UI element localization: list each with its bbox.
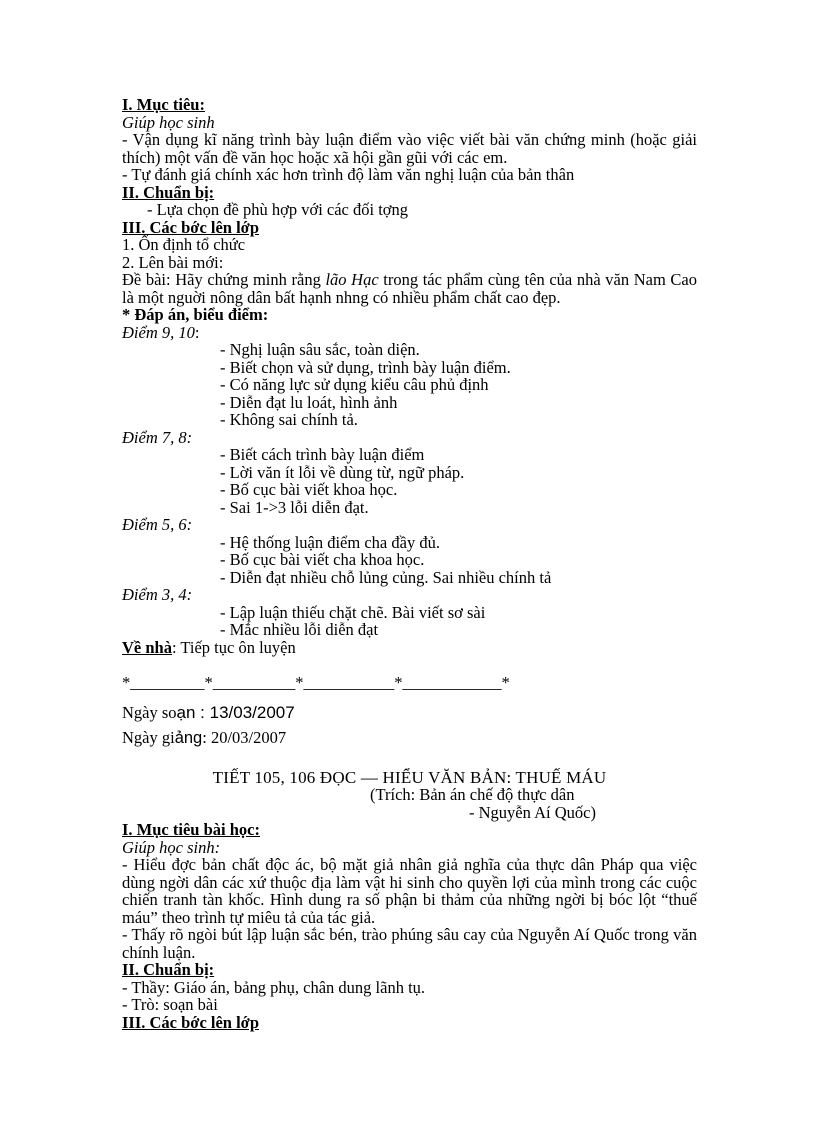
grade-label: Điểm 3, 4: (122, 585, 193, 604)
grade-criterion: - Lập luận thiếu chặt chẽ. Bài viết sơ sài (220, 602, 486, 622)
heading-chuan-bi: II. Chuẩn bị: (122, 960, 215, 979)
answer-heading: * Đáp án, biểu điểm: (122, 305, 269, 324)
prep-item: - Lựa chọn đề phù hợp với các đối tợng (147, 200, 409, 219)
grade-criterion: - Bố cục bài viết khoa học. (220, 480, 398, 499)
grade-criterion: - Mắc nhiều lỗi diễn đạt (220, 620, 379, 639)
heading-chuan-bi: II. Chuẩn bị: (122, 182, 215, 202)
heading-muc-tieu: I. Mục tiêu: (122, 95, 205, 114)
grade-label: Điểm 7, 8: (122, 427, 193, 447)
grade-label: Điểm 9, 10: (122, 322, 200, 342)
heading-muc-tieu-bai-hoc: I. Mục tiêu bài học: (122, 820, 260, 839)
prep-item: - Trò: soạn bài (122, 995, 218, 1014)
lesson-source: (Trích: Bản án chế độ thực dân (370, 785, 575, 804)
goal-item: - Vận dụng kĩ năng trình bày luận điểm vào việc viết bài văn chứng minh (hoặc giải thích) một vấn đề văn học hoặc xã hội gần gũi với các em. (122, 130, 697, 167)
grade-criterion: - Sai 1->3 lỗi diễn đạt. (220, 497, 369, 517)
lesson-title: TIẾT 105, 106 ĐỌC — HIỂU VĂN BẢN: THUẾ MÁU (212, 767, 607, 787)
goal-item: - Thấy rõ ngòi bút lập luận sắc bén, trào phúng sâu cay của Nguyễn Aí Quốc trong văn chính luận. (122, 925, 697, 962)
grade-criterion: - Hệ thống luận điểm cha đầy đủ. (220, 532, 440, 552)
prep-item: - Thầy: Giáo án, bảng phụ, chân dung lãnh tụ. (122, 977, 426, 997)
grade-criterion: - Lời văn ít lỗi về dùng từ, ngữ pháp. (220, 462, 465, 482)
subheading-giup-hoc-sinh: Giúp học sinh: (122, 837, 221, 857)
homework: Về nhà: Tiếp tục ôn luyện (122, 637, 296, 657)
grade-criterion: - Bố cục bài viết cha khoa học. (220, 550, 425, 569)
grade-label: Điểm 5, 6: (122, 515, 193, 534)
grade-criterion: - Biết chọn và sử dụng, trình bày luận điểm. (220, 357, 511, 377)
heading-cac-buoc: III. Các bớc lên lớp (122, 1012, 259, 1032)
grade-criterion: - Không sai chính tả. (220, 410, 358, 429)
step-item: 2. Lên bài mới: (122, 252, 224, 272)
subheading-giup-hoc-sinh: Giúp học sinh (122, 112, 215, 132)
section-separator: *_________*__________*___________*____________* (122, 673, 510, 692)
date-giang: Ngày giảng: 20/03/2007 (122, 727, 287, 747)
grade-criterion: - Diễn đạt nhiều chỗ lủng củng. Sai nhiều chính tả (220, 567, 552, 587)
grade-criterion: - Diễn đạt lu loát, hình ảnh (220, 392, 398, 412)
step-item: 1. Ổn định tổ chức (122, 235, 246, 254)
date-soan: Ngày soạn : 13/03/2007 (122, 702, 295, 722)
grade-criterion: - Nghị luận sâu sắc, toàn diện. (220, 340, 420, 359)
grade-criterion: - Biết cách trình bày luận điểm (220, 445, 425, 464)
goal-item: - Hiểu đợc bản chất độc ác, bộ mặt giả nhân giả nghĩa của thực dân Pháp qua việc dùng ngời dân các xứ thuộc địa làm vật hi sinh cho quyền lợi của mình trong các cuộc chiến tranh tàn khốc. Hình dung ra số phận bi thảm của những ngời bị bóc lột “thuế máu” theo trình tự miêu tả của tác giả. (122, 855, 697, 927)
de-bai: Đề bài: Hãy chứng minh rằng lão Hạc trong tác phẩm cùng tên của nhà văn Nam Cao là một nguời nông dân bất hạnh nhng có nhiều phẩm chất cao đẹp. (122, 270, 697, 307)
heading-cac-buoc: III. Các bớc lên lớp (122, 217, 259, 237)
lesson-author: - Nguyễn Aí Quốc) (469, 802, 596, 822)
goal-item: - Tự đánh giá chính xác hơn trình độ làm văn nghị luận của bản thân (122, 165, 575, 184)
grade-criterion: - Có năng lực sử dụng kiểu câu phủ định (220, 375, 489, 394)
document-page (122, 96, 697, 1031)
